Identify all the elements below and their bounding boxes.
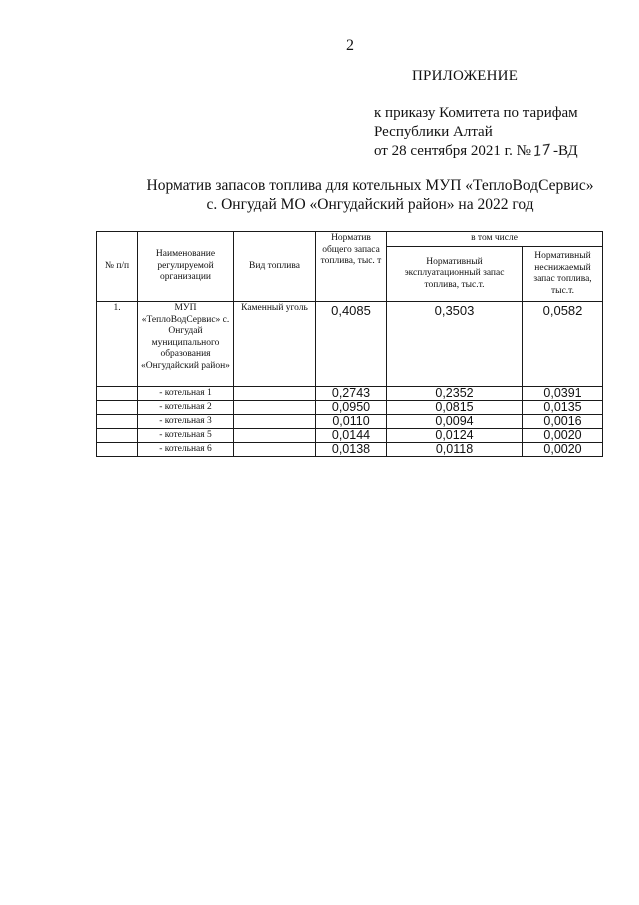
heading-line-1: Норматив запасов топлива для котельных МУП «ТеплоВодСервис» [146, 177, 594, 194]
main-row-operational: 0,3503 [387, 302, 523, 387]
row-irreducible: 0,0020 [523, 429, 603, 443]
table-row [97, 387, 603, 401]
row-operational: 0,0815 [387, 401, 523, 415]
row-operational: 0,2352 [387, 387, 523, 401]
row-fuel [234, 401, 316, 415]
row-fuel [234, 415, 316, 429]
row-total: 0,0138 [316, 443, 387, 457]
header-total: Норматив общего запаса топлива, тыс. т [316, 232, 387, 302]
header-including: в том числе [387, 232, 603, 247]
appendix-title: ПРИЛОЖЕНИЕ [412, 68, 519, 84]
main-row-total: 0,4085 [316, 302, 387, 387]
row-name: - котельная 6 [138, 443, 234, 457]
main-row-fuel: Каменный уголь [234, 302, 316, 387]
row-total: 0,0144 [316, 429, 387, 443]
row-name: - котельная 1 [138, 387, 234, 401]
row-irreducible: 0,0391 [523, 387, 603, 401]
order-ref-line-2: Республики Алтай [374, 124, 493, 140]
row-irreducible: 0,0020 [523, 443, 603, 457]
table-row [97, 415, 603, 429]
row-irreducible: 0,0016 [523, 415, 603, 429]
row-total: 0,0110 [316, 415, 387, 429]
row-name: - котельная 5 [138, 429, 234, 443]
order-date: от 28 сентября 2021 г. № [374, 143, 531, 159]
row-total: 0,2743 [316, 387, 387, 401]
main-row-irreducible: 0,0582 [523, 302, 603, 387]
header-operational: Нормативный эксплуатационный запас топлива, тыс.т. [387, 247, 523, 302]
row-irreducible: 0,0135 [523, 401, 603, 415]
order-ref-line-1: к приказу Комитета по тарифам [374, 105, 578, 121]
order-suffix: -ВД [552, 143, 578, 159]
order-ref-line-3 [374, 142, 578, 161]
row-num [97, 387, 138, 401]
row-fuel [234, 387, 316, 401]
row-operational: 0,0094 [387, 415, 523, 429]
header-fuel: Вид топлива [234, 232, 316, 302]
row-name: - котельная 2 [138, 401, 234, 415]
order-reference [374, 104, 578, 161]
table-row-main [97, 302, 603, 387]
row-num [97, 415, 138, 429]
header-num: № п/п [97, 232, 138, 302]
main-row-org: МУП «ТеплоВодСервис» с. Онгудай муниципального образования «Онгудайский район» [138, 302, 234, 387]
table-row [97, 443, 603, 457]
row-fuel [234, 429, 316, 443]
row-num [97, 401, 138, 415]
document-heading [120, 176, 620, 214]
row-name: - котельная 3 [138, 415, 234, 429]
header-org: Наименование регулируемой организации [138, 232, 234, 302]
table-row [97, 429, 603, 443]
fuel-norms-table [96, 231, 603, 457]
order-number-handwritten: 17 [531, 141, 552, 161]
row-num [97, 429, 138, 443]
main-row-num: 1. [97, 302, 138, 387]
row-total: 0,0950 [316, 401, 387, 415]
header-row-1 [97, 232, 603, 247]
heading-line-2: с. Онгудай МО «Онгудайский район» на 2022 год [206, 196, 534, 213]
row-fuel [234, 443, 316, 457]
row-operational: 0,0124 [387, 429, 523, 443]
header-irreducible: Нормативный неснижаемый запас топлива, тыс.т. [523, 247, 603, 302]
table-row [97, 401, 603, 415]
page-number: 2 [346, 37, 354, 54]
row-operational: 0,0118 [387, 443, 523, 457]
row-num [97, 443, 138, 457]
